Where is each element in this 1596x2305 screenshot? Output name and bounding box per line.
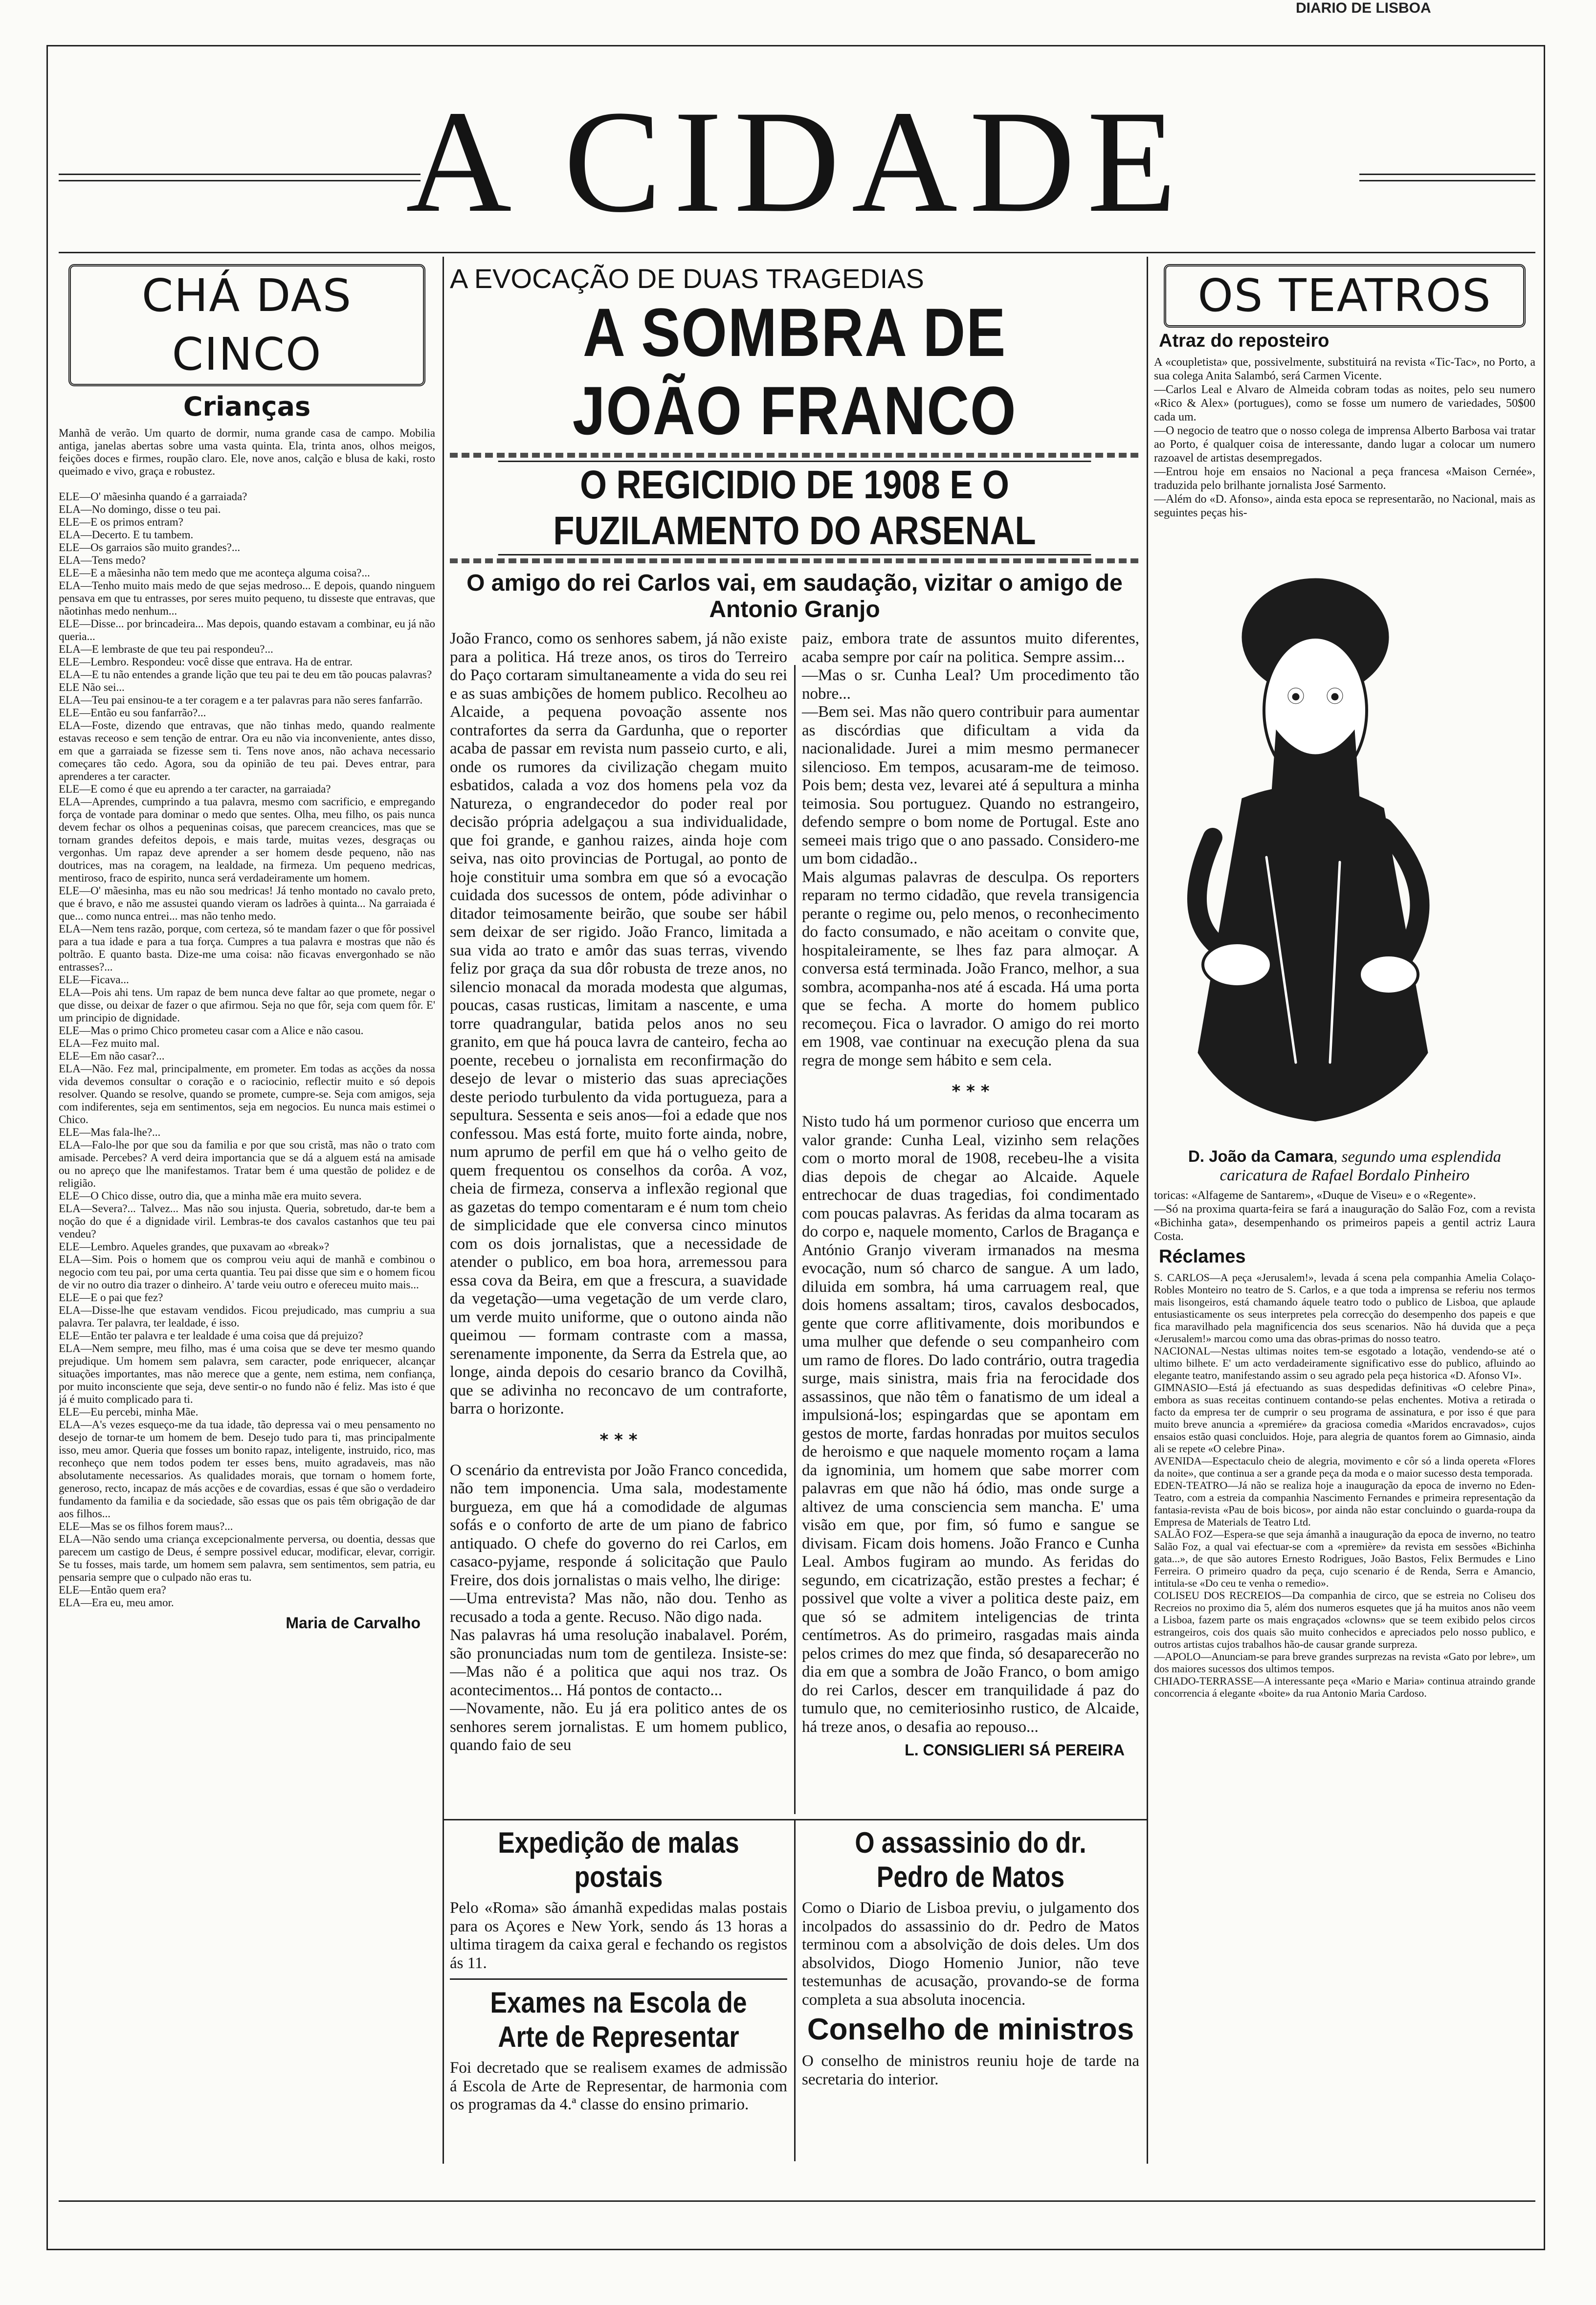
- article-text-3: paiz, embora trate de assuntos muito diferentes, acaba sempre por caír na politica. Sempre assim... —Mas o sr. Cunha Leal? Um procedimento tão nobre... —Bem sei. Mas não quero contribuir para aumentar as discórdias que dificultam a vida da nacionalidade. Jurei a mim mesmo permanecer silencioso. Em tempos, acusaram-me de teimoso. Pois bem; desta vez, levarei até á sepultura a minha teimosia. Sou portuguez. Quando no estrangeiro, defendo sempre o bom nome de Portugal. Este ano semeei mais trigo que o ano passado. Considero-me um bom cidadão.. Mais algumas palavras de desculpa. Os reporters reparam no termo cidadão, que revela transigencia perante o regime ou, pelo menos, o reconhecimento do facto consumado, e não aceitam o convite que, hospitaleiramente, se lhes faz para almoçar. A conversa está terminada. João Franco, melhor, a sua sombra, acompanha-nos até á escada. Há uma porta que se fecha. A morte do homem publico recomeçou. Fica o lavrador. O amigo do rei morto em 1908, vae continuar na execução plena da sua regra de monge sem hábito e sem cela.: [802, 630, 1139, 1069]
- center-article: [450, 264, 1139, 1819]
- section-reclames: Réclames: [1159, 1246, 1246, 1267]
- caption-text: , segundo uma esplendida caricatura de Rafael Bordalo Pinheiro: [1219, 1148, 1501, 1184]
- mail-title: Expedição de malas postais: [498, 1826, 739, 1893]
- cha-das-cinco-header: CHÁ DAS CINCO: [68, 264, 425, 386]
- right-column: [1154, 264, 1535, 2171]
- section-atraz-do-reposteiro: Atraz do reposteiro: [1159, 331, 1330, 351]
- section-break-2: * * *: [952, 1082, 990, 1101]
- exam-title: Exames na Escola de Arte de Representar: [490, 1986, 747, 2053]
- bottom-divider: [794, 1819, 796, 2161]
- article-columns: [450, 630, 1139, 1759]
- top-right-tag: DIARIO DE LISBOA: [1296, 0, 1431, 16]
- caricature-illustration: [1154, 525, 1467, 1141]
- section-break-1: * * *: [599, 1430, 638, 1450]
- masthead-title: A CIDADE: [405, 80, 1189, 243]
- article-signature: Maria de Carvalho: [286, 1614, 421, 1632]
- council-title: Conselho de ministros: [807, 2013, 1134, 2046]
- illustration-caption: [1154, 1147, 1535, 1185]
- article-col-1: [450, 630, 787, 1755]
- article-text-2: O scenário da entrevista por João Franco concedida, não tem imponencia. Uma sala, modestamente burgueza, em que há a comodidade de algumas sofás e o conforto de arte de um piano de fabrico antiquado. O chefe do governo do rei Carlos, em casaco-pyjame, responde á solicitação que Paulo Freire, dos dois jornalistas o mais velho, lhe dirige: —Uma entrevista? Mas não, não dou. Tenho as recusado a toda a gente. Recuso. Não digo nada. Nas palavras há uma resolução inabalavel. Porém, são pronunciadas num tom de gentileza. Insiste-se:—Mas não é a politica que aqui nos traz. Os acontecimentos... Há pontos de contacto... —Novamente, não. Eu já era politico antes de os senhores serem jornalistas. E um homem publico, quando faio de seu: [450, 1461, 787, 1754]
- mail-body: Pelo «Roma» são ámanhã expedidas malas postais para os Açores e New York, sendo ás 13 horas a ultima tiragem da caixa geral e fechando os registos ás 11.: [450, 1899, 787, 1972]
- article-title: Crianças: [183, 391, 311, 422]
- headline: A SOMBRA DE JOÃO FRANCO: [572, 294, 1017, 449]
- brief-divider: [450, 1978, 787, 1980]
- article-col-2: [802, 630, 1139, 1759]
- article-text-4: Nisto tudo há um pormenor curioso que encerra um valor grande: Cunha Leal, vizinho sem relações com o morto moral de 1908, recebeu-lhe a visita dias depois de chegar ao Alcaide. Aquele entrechocar de duas tragedias, foi condimentado com poucas palavras. As feridas da alma tocaram as do corpo e, naquele momento, Carlos de Bragança e António Granjo viveram irmanados na mesma evocação, num só charco de sangue. A um lado, diluida em sombra, há uma carruagem real, que dois homens assaltam; tiros, cavalos desbocados, gente que corre aflitivamente, dois moribundos e uma mulher que defende o seu companheiro com um ramo de flores. Do lado contrário, outra tragedia surge, mais sinistra, mais fria na ferocidade dos assassinos, que não têm o fanatismo de um ideal a impulsioná-los; espingardas que se apontam em gestos de morte, fardas honradas por muitos seculos de heroismo e que naquele momento roçam a lama da ignominia, um homem que sabe morrer com palavras em que não há ódio, mas onde surge a altivez de uma consciencia sem mancha. E' uma visão em que, por fim, só fumo e sangue se divisam. Ficam dois homens. João Franco e Cunha Leal. Ambos fugiram ao mundo. As feridas do segundo, em cicatrização, estão prestes a fechar; é possivel que volte a viver a politica deste paiz, em que só se admitem inteligencias de trinta centímetros. As do primeiro, rasgadas mais ainda pelos crimes do mez que finda, só desaparecerão no dia em que a sombra de João Franco, o bom amigo do rei Carlos, descer em tranquilidade á paz do tumulo que, no cemiteriosinho rustico, de Alcaide, há treze anos, o desafia ao repouso...: [802, 1113, 1139, 1736]
- reclames-body: S. CARLOS—A peça «Jerusalem!», levada á scena pela companhia Amelia Colaço-Robles Monteiro no teatro de S. Carlos, e a que toda a imprensa se referiu nos termos mais lisongeiros, está chamando áquele teatro todo o publico de Lisboa, que aplaude entusiasticamente os seus interpretes pela correcção do desempenho dos papeis e que fica maravilhado pela magnificencia dos seus scenarios. Não há duvida que a peça «Jerusalem!» marcou como uma das obras-primas do nosso teatro. NACIONAL—Nestas ultimas noites tem-se esgotado a lotação, vendendo-se até o ultimo bilhete. E' um acto verdadeiramente significativo esse do publico, afluindo ao elegante teatro, manifestando assim o seu agrado pela peça historica «D. Afonso VI». GIMNASIO—Está já efectuando as suas despedidas definitivas «O celebre Pina», embora as suas receitas continuem contando-se pelas enchentes. Motiva a retirada o facto da empresa ter de cumprir o seu programa de assinatura, e por isso é que para muito breve anuncia a «premiére» da graciosa comedia «Maridos encravados», cujos ensaios estão quasi concluidos. Hoje, para alegria de quantos forem ao Gimnasio, ainda ali se repete «O celebre Pina». AVENIDA—Espectaculo cheio de alegria, movimento e côr só a linda opereta «Flores da noite», que continua a ser a grande peça da moda e o maior sucesso desta temporada. EDEN-TEATRO—Já não se realiza hoje a inauguração da epoca de inverno no Eden-Teatro, com a estreia da companhia Nascimento Fernandes e primeira representação da fantasia-revista «Pau de bois bicos», por ainda não estar concluindo o guarda-roupa da Empresa de Materials de Teatro Ltd. SALÃO FOZ—Espera-se que seja ámanhã a inauguração da epoca de inverno, no teatro Salão Foz, a qual vai efectuar-se com a «première» da revista em sessões «Bichinha gata...», de que são autores Ernesto Rodrigues, João Bastos, Felix Bermudes e Lino Ferreira. O primeiro quadro da peça, cujo scenario é de Renda, Serra e Amancio, intitula-se «Do ceu te venha o remedio». COLISEU DOS RECREIOS—Da companhia de circo, que se estreia no Coliseu dos Recreios no proximo dia 5, além dos numeros esquetes que já ha muitos anos não veem a Lisboa, fazem parte os mais engraçados «clowns» que se teem exibido pelos circos estrangeiros, cois dos quais são muito conhecidos e apreciados pelo nosso publico, e outros artistas cujos trabalhos hão-de causar grande surpreza. —APOLO—Anunciam-se para breve grandes surprezas na revista «Gato por lebre», um dos maiores sucessos dos ultimos tempos. CHIADO-TERRASSE—A interessante peça «Mario e Maria» continua atraindo grande concorrencia á elegante «boite» da rua Antonio Maria Cardoso.: [1154, 1271, 1535, 1699]
- bottom-section-rule: [443, 1819, 1147, 1820]
- article-signature: L. CONSIGLIERI SÁ PEREIRA: [905, 1741, 1125, 1759]
- column-divider-1: [443, 257, 444, 2164]
- masthead: [59, 81, 1535, 247]
- murder-body: Como o Diario de Lisboa previu, o julgamento dos incolpados do assassinio do dr. Pedro de Matos terminou com a absolvição de dois deles. Um dos absolvidos, Diogo Homenio Junior, não teve testemunhas de acusação, provando-se de forma completa a sua absoluta inocencia.: [802, 1899, 1139, 2009]
- theatre-notes-2: toricas: «Alfageme de Santarem», «Duque de Viseu» e o «Regente». —Só na proxima quarta-feira se fará a inauguração do Salão Foz, com a revista «Bichinha gata», desempenhando os primeiros papeis a gentil actriz Laura Costa.: [1154, 1189, 1535, 1243]
- masthead-underline: [59, 252, 1535, 253]
- council-body: O conselho de ministros reuniu hoje de tarde na secretaria do interior.: [802, 2052, 1139, 2088]
- page-bottom-rule: [59, 2200, 1535, 2202]
- murder-title: O assassinio do dr. Pedro de Matos: [855, 1826, 1086, 1893]
- theatre-notes: A «coupletista» que, possivelmente, substituirá na revista «Tic-Tac», no Porto, a sua colega Anita Salambó, será Carmen Vicente. —Carlos Leal e Alvaro de Almeida cobram todas as noites, pelo seu numero «Rico & Alex» (portugues), como se fosse um numero de variedades, 50$00 cada um. —O negocio de teatro que o nosso colega de imprensa Alberto Barbosa vai tratar ao Porto, é qualquer coisa de interessante, dando lugar a colocar um numero razoavel de artistas desempregados. —Entrou hoje em ensaios no Nacional a peça francesa «Maison Cernée», traduzida pelo brilhante jornalista José Sarmento. —Além do «D. Afonso», ainda esta epoca se representarão, no Nacional, mais as seguintes peças his-: [1154, 356, 1535, 519]
- deck: O amigo do rei Carlos vai, em saudação, vizitar o amigo de Antonio Granjo: [466, 570, 1123, 622]
- subheadline: O REGICIDIO DE 1908 E O FUZILAMENTO DO ARSENAL: [498, 461, 1091, 555]
- subheadline-ornament: [450, 558, 1139, 563]
- article-text-1: João Franco, como os senhores sabem, já não existe para a politica. Há treze anos, os tiros do Terreiro do Paço cortaram simultaneamente a vida do seu rei e as suas ambições de homem publico. Recolheu ao Alcaide, a pequena povoação assente nos contrafortes da serra da Gardunha, que o reporter acaba de passar em revista num passeio curto, e ali, onde os rumores da civilização chegam muito esbatidos, calada a voz dos homens pela voz da Natureza, o engrandecedor do poder real por decisão própria adelgaçou a sua individualidade, que foi grande, e ganhou raizes, ainda hoje com seiva, nas oito provincias de Portugal, ao ponto de hoje constituir uma sombra em que só a evocação cuidada dos sucessos de ontem, póde adivinhar o ditador teimosamente beirão, que soube ser hábil sem deixar de ser rigido. João Franco, limitada a sua vida ao trato e amôr das suas terras, vivendo feliz por graça da sua dôr robusta de treze anos, no silencio monacal da morada modesta que algumas, poucas, casas rusticas, limitam a nascente, e uma torre quadrangular, batida pelos anos no seu granito, em que há pouca lavra de canteiro, fecha ao poente, recebeu o jornalista em reconfirmação do desejo de levar o misterio das suas apreciações deste periodo turbulento da vida portugueza, para a sepultura. Sessenta e seis anos—foi a edade que nos confessou. Mas está forte, muito forte ainda, nobre, num aprumo de perfil em que há o velho geito de quem frequentou os conselhos da corôa. A voz, cheia de firmeza, conserva a inflexão regional que as gazetas do tempo comentaram e é num tom cheio de simplicidade que ele conversa cinco minutos com os dois jornalistas, que a necessidade de atender o publico, em boa hora, arremessou para essa cova da Beira, em que a frescura, a suavidade da vegetação—uma vegetação de um verde claro, um verde muito uniforme, que o outono ainda não queimou — formam contraste com a massa, serenamente imponente, da Serra da Estrela que, ao longe, ainda depois do cesario branco da Covilhã, que se adivinha no reconcavo de um contraforte, barra o horizonte.: [450, 630, 787, 1418]
- caption-name: D. João da Camara: [1188, 1147, 1334, 1165]
- article-kicker: A EVOCAÇÃO DE DUAS TRAGEDIAS: [450, 264, 924, 294]
- exam-body: Foi decretado que se realisem exames de admissão á Escola de Arte de Representar, de harmonia com os programas da 4.ª classe do ensino primario.: [450, 2059, 787, 2113]
- article-body: Manhã de verão. Um quarto de dormir, numa grande casa de campo. Mobilia antiga, janelas abertas sobre uma vasta quinta. Ela, trinta anos, olhos meigos, feições doces e firmes, roupão claro. Ele, nove anos, calção e blusa de kaki, rosto queimado e vivo, graça e robustez. ELE—O' mãesinha quando é a garraiada? ELA—No domingo, disse o teu pai. ELE—E os primos entram? ELA—Decerto. E tu tambem. ELE—Os garraios são muito grandes?... ELA—Tens medo? ELE—E a mãesinha não tem medo que me aconteça alguma coisa?... ELA—Tenho muito mais medo de que sejas medroso... E depois, quando ninguem pensava em que tu entrasses, por seres muito pequeno, tu disseste que entravas, que nãotinhas medo nenhum... ELE—Disse... por brincadeira... Mas depois, quando estavam a combinar, eu já não queria... ELA—E lembraste de que teu pai respondeu?... ELE—Lembro. Respondeu: você disse que entrava. Ha de entrar. ELA—E tu não entendes a grande lição que teu pai te deu em tão poucas palavras? ELE Não sei... ELA—Teu pai ensinou-te a ter coragem e a ter palavras para não seres fanfarrão. ELE—Então eu sou fanfarrão?... ELA—Foste, dizendo que entravas, que não tinhas medo, quando realmente estavas receoso e sem tenção de entrar. Ora eu não via inconveniente, antes disso, em que a garraiada se fizesse sem ti. Tens nove anos, não achava necessario começares tão cedo. Agora, sou da opinião de teu pai. Deves entrar, para aprenderes a ter caracter. ELE—E como é que eu aprendo a ter caracter, na garraiada? ELA—Aprendes, cumprindo a tua palavra, mesmo com sacrificio, e empregando força de vontade para dominar o medo que sentes. Olha, meu filho, os pais nunca devem fechar os olhos a pequeninas coisas, que parecem creancices, mas que se tornam grandes defeitos depois, e mais tarde, muitas vezes, desgraças ou vergonhas. Um rapaz deve aprender a ser homem desde pequeno, não nas doutrices, mas na coragem, na lealdade, na firmeza. Um pequeno medricas, mentiroso, fraco de espirito, nunca será verdadeiramente um homem. ELE—O' mãesinha, mas eu não sou medricas! Já tenho montado no cavalo preto, que é bravo, e não me assustei quando vieram os ladrões à quinta... Na garraiada é que... como nunca entrei... mas não tenho medo. ELA—Nem tens razão, porque, com certeza, só te mandam fazer o que fôr possivel para a tua idade e para a tua força. Cumpres a tua palavra e mostras que não és poltrão. E quanto basta. Dize-me uma coisa: não ficavas envergonhado se não entrasses?... ELE—Ficava... ELA—Pois ahi tens. Um rapaz de bem nunca deve faltar ao que promete, negar o que disse, ou deixar de fazer o que afirmou. Seja no que fôr, seja com quem fôr. E' um principio de dignidade. ELE—Mas o primo Chico prometeu casar com a Alice e não casou. ELA—Fez muito mal. ELE—Em não casar?... ELA—Não. Fez mal, principalmente, em prometer. Em todas as acções da nossa vida devemos consultar o coração e o raciocinio, reflectir muito e só depois resolver. Quando se resolve, quando se promete, cumpre-se. Seja com amigos, seja com indiferentes, seja em sentimentos, seja em negocios. Eu nunca mais estimei o Chico. ELE—Mas fala-lhe?... ELA—Falo-lhe por que sou da familia e por que sou cristã, mas não o trato com amisade. Percebes? A verd deira importancia que se dá a alguem está na amisade ou no apreço que lhe manifestamos. Tratar bem é uma questão de polidez e de religião. ELE—O Chico disse, outro dia, que a minha mãe era muito severa. ELA—Severa?... Talvez... Mas não sou injusta. Queria, sobretudo, dar-te bem a noção do que é a dignidade viril. Lembras-te dos cavalos castanhos que teu pai vendeu? ELE—Lembro. Aqueles grandes, que puxavam ao «break»? ELA—Sim. Pois o homem que os comprou veiu aqui de manhã e combinou o negocio com teu pai, por uma certa quantia. Teu pai disse que sim e o homem ficou de vir no outro dia trazer o dinheiro. A' tarde veiu outro e ofereceu muito mais... ELE—E o pai que fez? ELA—Disse-lhe que estavam vendidos. Ficou prejudicado, mas cumpriu a sua palavra. Ter palavra, ter lealdade, é isso. ELE—Então ter palavra e ter lealdade é uma coisa que dá prejuizo? ELA—Nem sempre, meu filho, mas é uma coisa que se deve ter mesmo quando prejudique. Um homem sem palavra, sem caracter, pode enriquecer, alcançar situações importantes, mas não merece que a gente, nem estima, nem confiança, por muito inconsciente que seja, deve sentir-o no fundo não é feliz. Mas isto é que já é muito complicado para ti. ELE—Eu percebi, minha Mãe. ELA—A's vezes esqueço-me da tua idade, tão depressa vai o meu pensamento no desejo de tornar-te um homem de bem. Desejo tudo para ti, mas principalmente isso, meu amor. Queria que fosses um bonito rapaz, inteligente, instruido, rico, mas reconheço que nem todos podem ter esses bens, muito agradaveis, mas não absolutamente necessarios. As qualidades morais, que tornam o homem forte, generoso, recto, incapaz de más acções e de covardias, essas é que são o verdadeiro fundamento da familia e da sociedade, são essas que os pais têm obrigação de dar aos filhos... ELE—Mas se os filhos forem maus?... ELA—Não sendo uma criança excepcionalmente perversa, ou doentia, dessas que parecem um castigo de Deus, é sempre possivel educar, modificar, elevar, corrigir. Se tu fosses, mais tarde, um homem sem palavra, sem sentimentos, sem patria, eu pensaria sempre que o culpado não eras tu. ELE—Então quem era? ELA—Era eu, meu amor.: [59, 427, 435, 1609]
- column-divider-2: [1147, 257, 1148, 2164]
- briefs-right: [802, 1824, 1139, 2166]
- left-column: [59, 264, 435, 2171]
- briefs-left: [450, 1824, 787, 2166]
- headline-ornament: [450, 453, 1139, 458]
- os-teatros-header: OS TEATROS: [1164, 264, 1526, 328]
